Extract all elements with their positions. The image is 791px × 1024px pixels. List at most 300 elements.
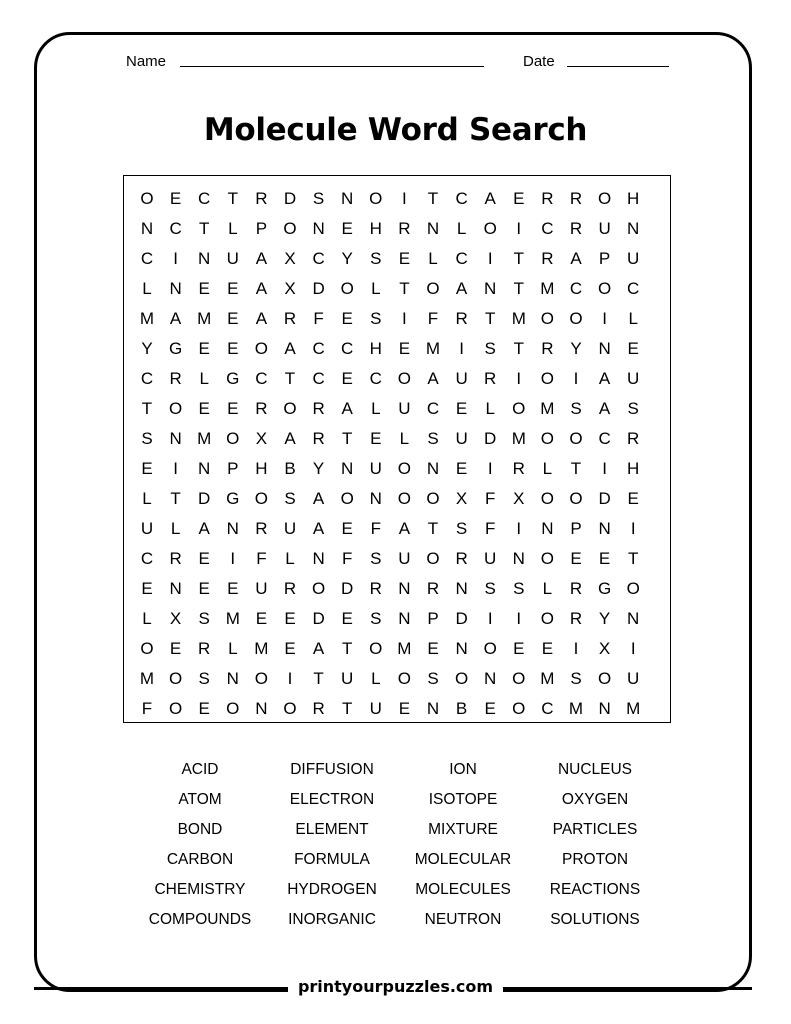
grid-letter: E [227, 579, 239, 598]
grid-row [124, 454, 670, 484]
grid-letter: E [341, 309, 353, 328]
grid-letter: T [341, 429, 353, 448]
grid-letter: S [484, 339, 496, 358]
grid-letter: N [598, 699, 611, 718]
grid-letter: I [487, 249, 493, 268]
grid-letter: O [254, 669, 268, 688]
grid-letter: O [540, 549, 554, 568]
grid-letter: N [512, 549, 525, 568]
grid-letter: L [628, 309, 638, 328]
grid-letter: S [427, 669, 439, 688]
word-list-column [395, 757, 531, 937]
grid-letter: L [142, 279, 152, 298]
grid-letter: H [627, 459, 640, 478]
grid-row [124, 604, 670, 634]
word-list-item: REACTIONS [549, 881, 641, 898]
grid-letter: M [197, 429, 212, 448]
grid-letter: G [597, 579, 612, 598]
word-list-item: PROTON [561, 851, 629, 868]
grid-letter: N [627, 609, 640, 628]
grid-letter: O [340, 489, 354, 508]
grid-letter: N [541, 519, 554, 538]
grid-letter: C [369, 369, 382, 388]
grid-letter: U [255, 579, 268, 598]
grid-letter: R [283, 309, 297, 328]
grid-letter: I [173, 459, 178, 478]
grid-letter: N [312, 549, 325, 568]
grid-letter: S [284, 489, 296, 508]
grid-letter: L [371, 669, 381, 688]
grid-letter: L [456, 219, 467, 238]
grid-letter: O [454, 669, 469, 688]
grid-letter: E [227, 279, 239, 298]
grid-letter: R [398, 219, 411, 238]
grid-letter: N [426, 459, 440, 478]
word-list-item: ELECTRON [289, 791, 375, 808]
grid-letter: I [487, 459, 493, 478]
grid-letter: U [369, 459, 382, 478]
grid-letter: I [516, 219, 522, 238]
grid-letter: N [312, 219, 325, 238]
grid-letter: E [570, 549, 582, 568]
grid-letter: P [227, 459, 239, 478]
word-list-item: INORGANIC [288, 911, 376, 928]
grid-letter: O [226, 429, 240, 448]
grid-letter: D [312, 609, 325, 628]
grid-letter: C [312, 339, 325, 358]
grid-letter: C [312, 369, 325, 388]
word-list-item: BOND [177, 821, 223, 838]
grid-letter: C [169, 219, 182, 238]
footer-site-label: printyourpuzzles.com [288, 975, 503, 999]
grid-letter: R [569, 579, 583, 598]
grid-letter: S [141, 429, 153, 448]
grid-letter: L [285, 549, 295, 568]
grid-letter: Y [141, 339, 153, 358]
grid-letter: E [284, 639, 296, 658]
grid-letter: I [602, 309, 607, 328]
grid-letter: E [341, 369, 353, 388]
grid-letter: L [428, 249, 438, 268]
grid-letter: O [254, 339, 268, 358]
grid-letter: O [254, 489, 268, 508]
grid-letter: T [341, 699, 353, 718]
grid-letter: O [426, 489, 440, 508]
grid-letter: R [169, 549, 182, 568]
grid-letter: F [141, 699, 153, 718]
grid-row [124, 214, 670, 244]
grid-letter: O [311, 579, 326, 598]
grid-letter: N [169, 279, 182, 298]
grid-letter: M [540, 399, 555, 418]
word-list-item: DIFFUSION [290, 761, 374, 778]
word-list-item: ION [449, 761, 477, 778]
grid-row [124, 574, 670, 604]
grid-letter: S [570, 399, 582, 418]
word-list-item: COMPOUNDS [148, 911, 252, 928]
grid-letter: O [140, 639, 154, 658]
grid-letter: R [255, 399, 268, 418]
grid-letter: D [283, 189, 297, 208]
word-list-item: ACID [181, 761, 219, 778]
grid-letter: C [541, 699, 554, 718]
grid-letter: A [284, 339, 296, 358]
grid-letter: E [627, 339, 639, 358]
grid-letter: Y [341, 249, 353, 268]
grid-letter: P [255, 219, 268, 238]
grid-letter: U [484, 549, 497, 568]
grid-letter: A [598, 399, 611, 418]
grid-letter: I [630, 519, 636, 538]
grid-letter: O [168, 699, 183, 718]
grid-row [124, 394, 670, 424]
grid-letter: U [627, 369, 640, 388]
grid-letter: A [427, 369, 439, 388]
grid-letter: C [140, 549, 154, 568]
grid-letter: E [169, 639, 182, 658]
grid-letter: E [227, 309, 239, 328]
grid-letter: M [540, 669, 555, 688]
grid-letter: H [255, 459, 268, 478]
grid-letter: O [626, 579, 640, 598]
grid-letter: N [398, 609, 411, 628]
grid-letter: T [627, 549, 639, 568]
grid-letter: I [402, 189, 407, 208]
grid-letter: T [284, 369, 296, 388]
grid-letter: R [541, 189, 554, 208]
grid-letter: X [255, 429, 268, 448]
grid-letter: X [169, 609, 182, 628]
grid-letter: T [513, 339, 524, 358]
grid-letter: N [398, 579, 411, 598]
grid-letter: O [512, 669, 526, 688]
grid-letter: S [513, 579, 525, 598]
grid-letter: L [199, 369, 209, 388]
grid-letter: I [459, 339, 464, 358]
grid-letter: D [198, 489, 211, 508]
grid-letter: S [484, 579, 496, 598]
grid-letter: M [397, 639, 412, 658]
grid-letter: O [397, 489, 411, 508]
grid-letter: R [627, 429, 640, 448]
grid-letter: F [484, 489, 496, 508]
grid-letter: E [141, 459, 153, 478]
grid-letter: I [487, 609, 493, 628]
grid-row [124, 424, 670, 454]
grid-letter: N [598, 339, 611, 358]
grid-letter: U [369, 699, 382, 718]
grid-letter: T [198, 219, 210, 238]
grid-letter: N [598, 519, 611, 538]
grid-letter: F [427, 309, 439, 328]
grid-letter: O [226, 699, 240, 718]
grid-letter: D [455, 609, 468, 628]
grid-row [124, 634, 670, 664]
grid-letter: R [455, 549, 468, 568]
grid-letter: X [598, 639, 611, 658]
grid-letter: O [283, 399, 297, 418]
grid-letter: Y [312, 459, 325, 478]
grid-letter: N [226, 519, 239, 538]
grid-letter: B [284, 459, 296, 478]
grid-letter: C [198, 189, 211, 208]
grid-letter: D [484, 429, 497, 448]
grid-letter: S [455, 519, 468, 538]
word-list-item: CARBON [166, 851, 234, 868]
grid-letter: M [197, 309, 212, 328]
grid-letter: O [397, 459, 411, 478]
page-title: Molecule Word Search [203, 112, 588, 148]
grid-letter: I [173, 249, 178, 268]
word-list-item: NUCLEUS [557, 761, 633, 778]
grid-letter: L [142, 609, 152, 628]
word-list-item: CHEMISTRY [154, 881, 246, 898]
grid-letter: O [369, 189, 383, 208]
grid-letter: E [513, 189, 525, 208]
grid-letter: E [255, 609, 268, 628]
grid-letter: C [627, 279, 640, 298]
grid-letter: E [370, 429, 382, 448]
name-line [180, 66, 484, 67]
grid-letter: F [341, 549, 353, 568]
grid-row [124, 544, 670, 574]
grid-letter: M [139, 669, 155, 688]
grid-letter: L [399, 429, 410, 448]
grid-letter: T [513, 249, 524, 268]
grid-letter: R [569, 189, 583, 208]
grid-letter: A [312, 489, 325, 508]
grid-letter: E [341, 609, 353, 628]
grid-letter: N [255, 699, 268, 718]
grid-letter: E [341, 519, 353, 538]
grid-letter: E [141, 579, 153, 598]
grid-letter: O [540, 489, 554, 508]
grid-letter: O [540, 309, 554, 328]
grid-letter: E [627, 489, 639, 508]
grid-letter: N [426, 219, 440, 238]
date-label: Date [523, 53, 555, 70]
grid-letter: R [484, 369, 497, 388]
grid-letter: T [427, 189, 439, 208]
grid-letter: P [598, 249, 611, 268]
grid-letter: T [570, 459, 582, 478]
grid-letter: M [254, 639, 269, 658]
grid-letter: T [227, 189, 238, 208]
grid-letter: E [341, 219, 353, 238]
grid-letter: E [284, 609, 296, 628]
grid-letter: T [399, 279, 410, 298]
grid-letter: E [598, 549, 611, 568]
grid-letter: R [255, 189, 268, 208]
grid-letter: R [312, 699, 325, 718]
grid-letter: I [573, 369, 579, 388]
grid-letter: O [140, 189, 154, 208]
grid-letter: E [541, 639, 554, 658]
grid-letter: C [455, 189, 468, 208]
grid-letter: U [455, 429, 468, 448]
grid-letter: O [483, 639, 497, 658]
word-list-item: ELEMENT [295, 821, 369, 838]
grid-letter: M [225, 609, 240, 628]
grid-letter: S [198, 609, 210, 628]
grid-letter: O [283, 219, 297, 238]
grid-letter: N [426, 699, 440, 718]
grid-letter: R [283, 579, 297, 598]
grid-letter: L [170, 519, 181, 538]
grid-row [124, 694, 670, 724]
grid-letter: O [512, 399, 526, 418]
grid-letter: O [597, 279, 612, 298]
grid-letter: E [398, 699, 411, 718]
grid-letter: I [402, 309, 407, 328]
grid-letter: T [341, 639, 353, 658]
grid-letter: A [312, 639, 325, 658]
grid-letter: F [370, 519, 381, 538]
grid-letter: O [369, 639, 383, 658]
grid-letter: M [540, 279, 555, 298]
word-list-item: ATOM [178, 791, 222, 808]
grid-letter: N [627, 219, 640, 238]
grid-letter: H [369, 339, 382, 358]
grid-letter: U [627, 669, 640, 688]
grid-letter: O [168, 399, 183, 418]
grid-letter: E [227, 339, 239, 358]
grid-letter: O [168, 669, 183, 688]
grid-letter: A [570, 249, 582, 268]
grid-letter: Y [598, 609, 611, 628]
grid-letter: O [569, 429, 583, 448]
word-list-item: OXYGEN [561, 791, 629, 808]
grid-letter: R [512, 459, 525, 478]
grid-row [124, 184, 670, 214]
word-list-item: PARTICLES [552, 821, 638, 838]
grid-letter: I [516, 519, 522, 538]
name-label: Name [126, 53, 167, 70]
grid-row [124, 514, 670, 544]
word-list-item: MOLECULAR [414, 851, 512, 868]
grid-letter: F [256, 549, 267, 568]
grid-letter: O [397, 369, 411, 388]
grid-letter: T [513, 279, 524, 298]
grid-letter: E [198, 399, 210, 418]
grid-letter: O [483, 219, 497, 238]
grid-letter: P [570, 519, 582, 538]
grid-letter: A [312, 519, 325, 538]
grid-letter: O [597, 189, 612, 208]
grid-letter: A [169, 309, 182, 328]
grid-letter: R [312, 399, 325, 418]
grid-letter: N [484, 669, 497, 688]
grid-letter: C [426, 399, 440, 418]
grid-letter: E [484, 699, 496, 718]
grid-letter: E [198, 699, 210, 718]
word-list-column [527, 757, 663, 937]
date-line [567, 66, 669, 67]
grid-letter: A [484, 189, 496, 208]
grid-letter: E [398, 249, 411, 268]
grid-letter: H [369, 219, 382, 238]
grid-letter: C [455, 249, 468, 268]
grid-letter: M [511, 429, 526, 448]
grid-letter: E [198, 279, 210, 298]
grid-letter: C [341, 339, 354, 358]
grid-letter: T [484, 309, 496, 328]
grid-letter: S [312, 189, 325, 208]
grid-letter: N [140, 219, 154, 238]
grid-letter: E [198, 579, 210, 598]
grid-letter: N [198, 249, 211, 268]
grid-letter: S [370, 249, 382, 268]
grid-letter: L [542, 579, 553, 598]
grid-row [124, 274, 670, 304]
grid-letter: R [541, 249, 554, 268]
grid-letter: U [398, 399, 411, 418]
footer [0, 975, 791, 1001]
grid-letter: O [426, 279, 440, 298]
grid-letter: N [369, 489, 382, 508]
grid-letter: I [516, 369, 522, 388]
grid-letter: E [198, 339, 210, 358]
grid-letter: N [341, 459, 354, 478]
grid-letter: U [140, 519, 154, 538]
grid-letter: A [398, 519, 411, 538]
grid-letter: C [569, 279, 583, 298]
grid-letter: X [455, 489, 468, 508]
grid-letter: H [627, 189, 640, 208]
grid-letter: L [371, 279, 381, 298]
grid-letter: S [427, 429, 439, 448]
grid-letter: R [198, 639, 211, 658]
grid-letter: U [398, 549, 411, 568]
grid-letter: E [455, 399, 468, 418]
grid-letter: M [511, 309, 526, 328]
grid-letter: L [228, 219, 238, 238]
grid-letter: I [630, 639, 636, 658]
grid-letter: R [569, 609, 583, 628]
grid-letter: A [255, 309, 268, 328]
grid-letter: S [570, 669, 582, 688]
grid-letter: R [426, 579, 440, 598]
grid-letter: I [516, 609, 522, 628]
grid-letter: F [313, 309, 324, 328]
word-list-item: ISOTOPE [428, 791, 498, 808]
grid-letter: E [513, 639, 525, 658]
grid-letter: Y [570, 339, 582, 358]
grid-letter: O [512, 699, 526, 718]
grid-row [124, 304, 670, 334]
grid-letter: U [598, 219, 611, 238]
grid-letter: C [140, 249, 154, 268]
grid-row [124, 364, 670, 394]
grid-letter: A [198, 519, 210, 538]
grid-letter: G [168, 339, 183, 358]
grid-letter: P [427, 609, 439, 628]
grid-letter: N [169, 429, 182, 448]
grid-letter: E [227, 399, 239, 418]
grid-row [124, 334, 670, 364]
grid-letter: O [540, 429, 554, 448]
grid-letter: O [597, 669, 612, 688]
grid-letter: A [255, 279, 268, 298]
grid-letter: U [341, 669, 354, 688]
grid-letter: O [397, 669, 411, 688]
word-list-item: MOLECULES [415, 881, 511, 898]
grid-letter: N [226, 669, 239, 688]
grid-letter: N [198, 459, 211, 478]
grid-letter: T [141, 399, 153, 418]
grid-letter: C [255, 369, 268, 388]
grid-letter: X [284, 249, 296, 268]
